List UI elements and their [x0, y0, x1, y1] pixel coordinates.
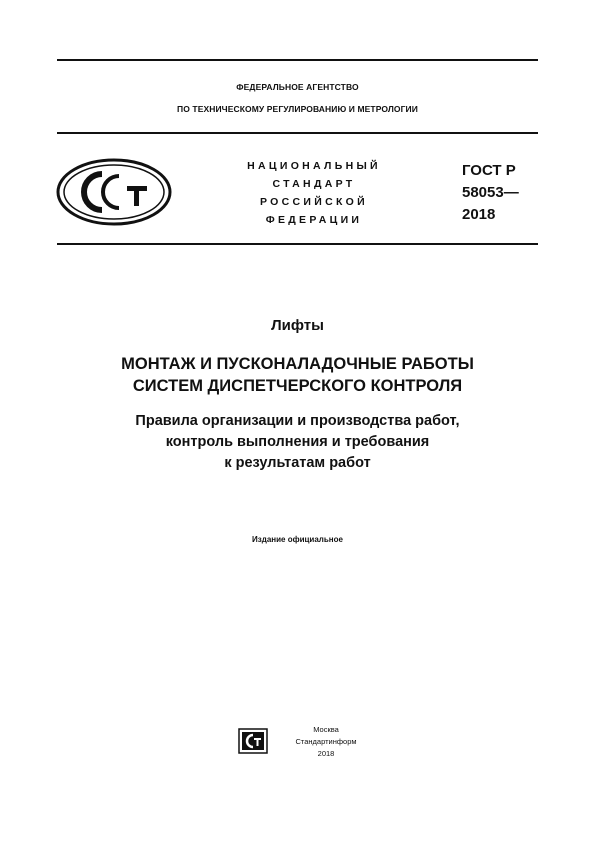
main-title-line-2: СИСТЕМ ДИСПЕТЧЕРСКОГО КОНТРОЛЯ — [132, 377, 463, 395]
official-edition-label: Издание официальное — [252, 535, 343, 544]
gost-line-2: 58053— — [462, 184, 519, 201]
publisher-imprint — [276, 724, 376, 760]
top-rule — [57, 59, 538, 61]
national-line-4: ФЕДЕРАЦИИ — [265, 214, 363, 226]
agency-name-line-2: ПО ТЕХНИЧЕСКОМУ РЕГУЛИРОВАНИЮ И МЕТРОЛОГИИ — [177, 104, 418, 114]
subtitle-line-1: Правила организации и производства работ, — [135, 413, 460, 429]
standartinform-logo-icon — [238, 728, 268, 754]
gost-line-3: 2018 — [462, 206, 496, 223]
document-subtitle — [0, 411, 595, 474]
national-line-1: НАЦИОНАЛЬНЫЙ — [247, 160, 381, 172]
upper-header-rule — [57, 132, 538, 134]
document-main-title — [0, 353, 595, 397]
gost-designation — [462, 160, 519, 226]
lower-header-rule — [57, 243, 538, 245]
main-title-line-1: МОНТАЖ И ПУСКОНАЛАДОЧНЫЕ РАБОТЫ — [121, 355, 474, 373]
subtitle-line-2: контроль выполнения и требования — [165, 434, 430, 450]
national-standard-label — [224, 157, 404, 229]
publisher-year: 2018 — [317, 749, 335, 758]
gost-r-certification-mark-icon — [56, 158, 172, 226]
subtitle-line-3: к результатам работ — [224, 455, 371, 471]
agency-name-line-1: ФЕДЕРАЛЬНОЕ АГЕНТСТВО — [236, 82, 359, 92]
publisher-name: Стандартинформ — [295, 737, 357, 746]
national-line-3: РОССИЙСКОЙ — [260, 196, 368, 208]
national-line-2: СТАНДАРТ — [272, 178, 356, 190]
publisher-city: Москва — [313, 725, 339, 734]
gost-line-1: ГОСТ Р — [462, 162, 516, 179]
document-category: Лифты — [271, 317, 324, 334]
